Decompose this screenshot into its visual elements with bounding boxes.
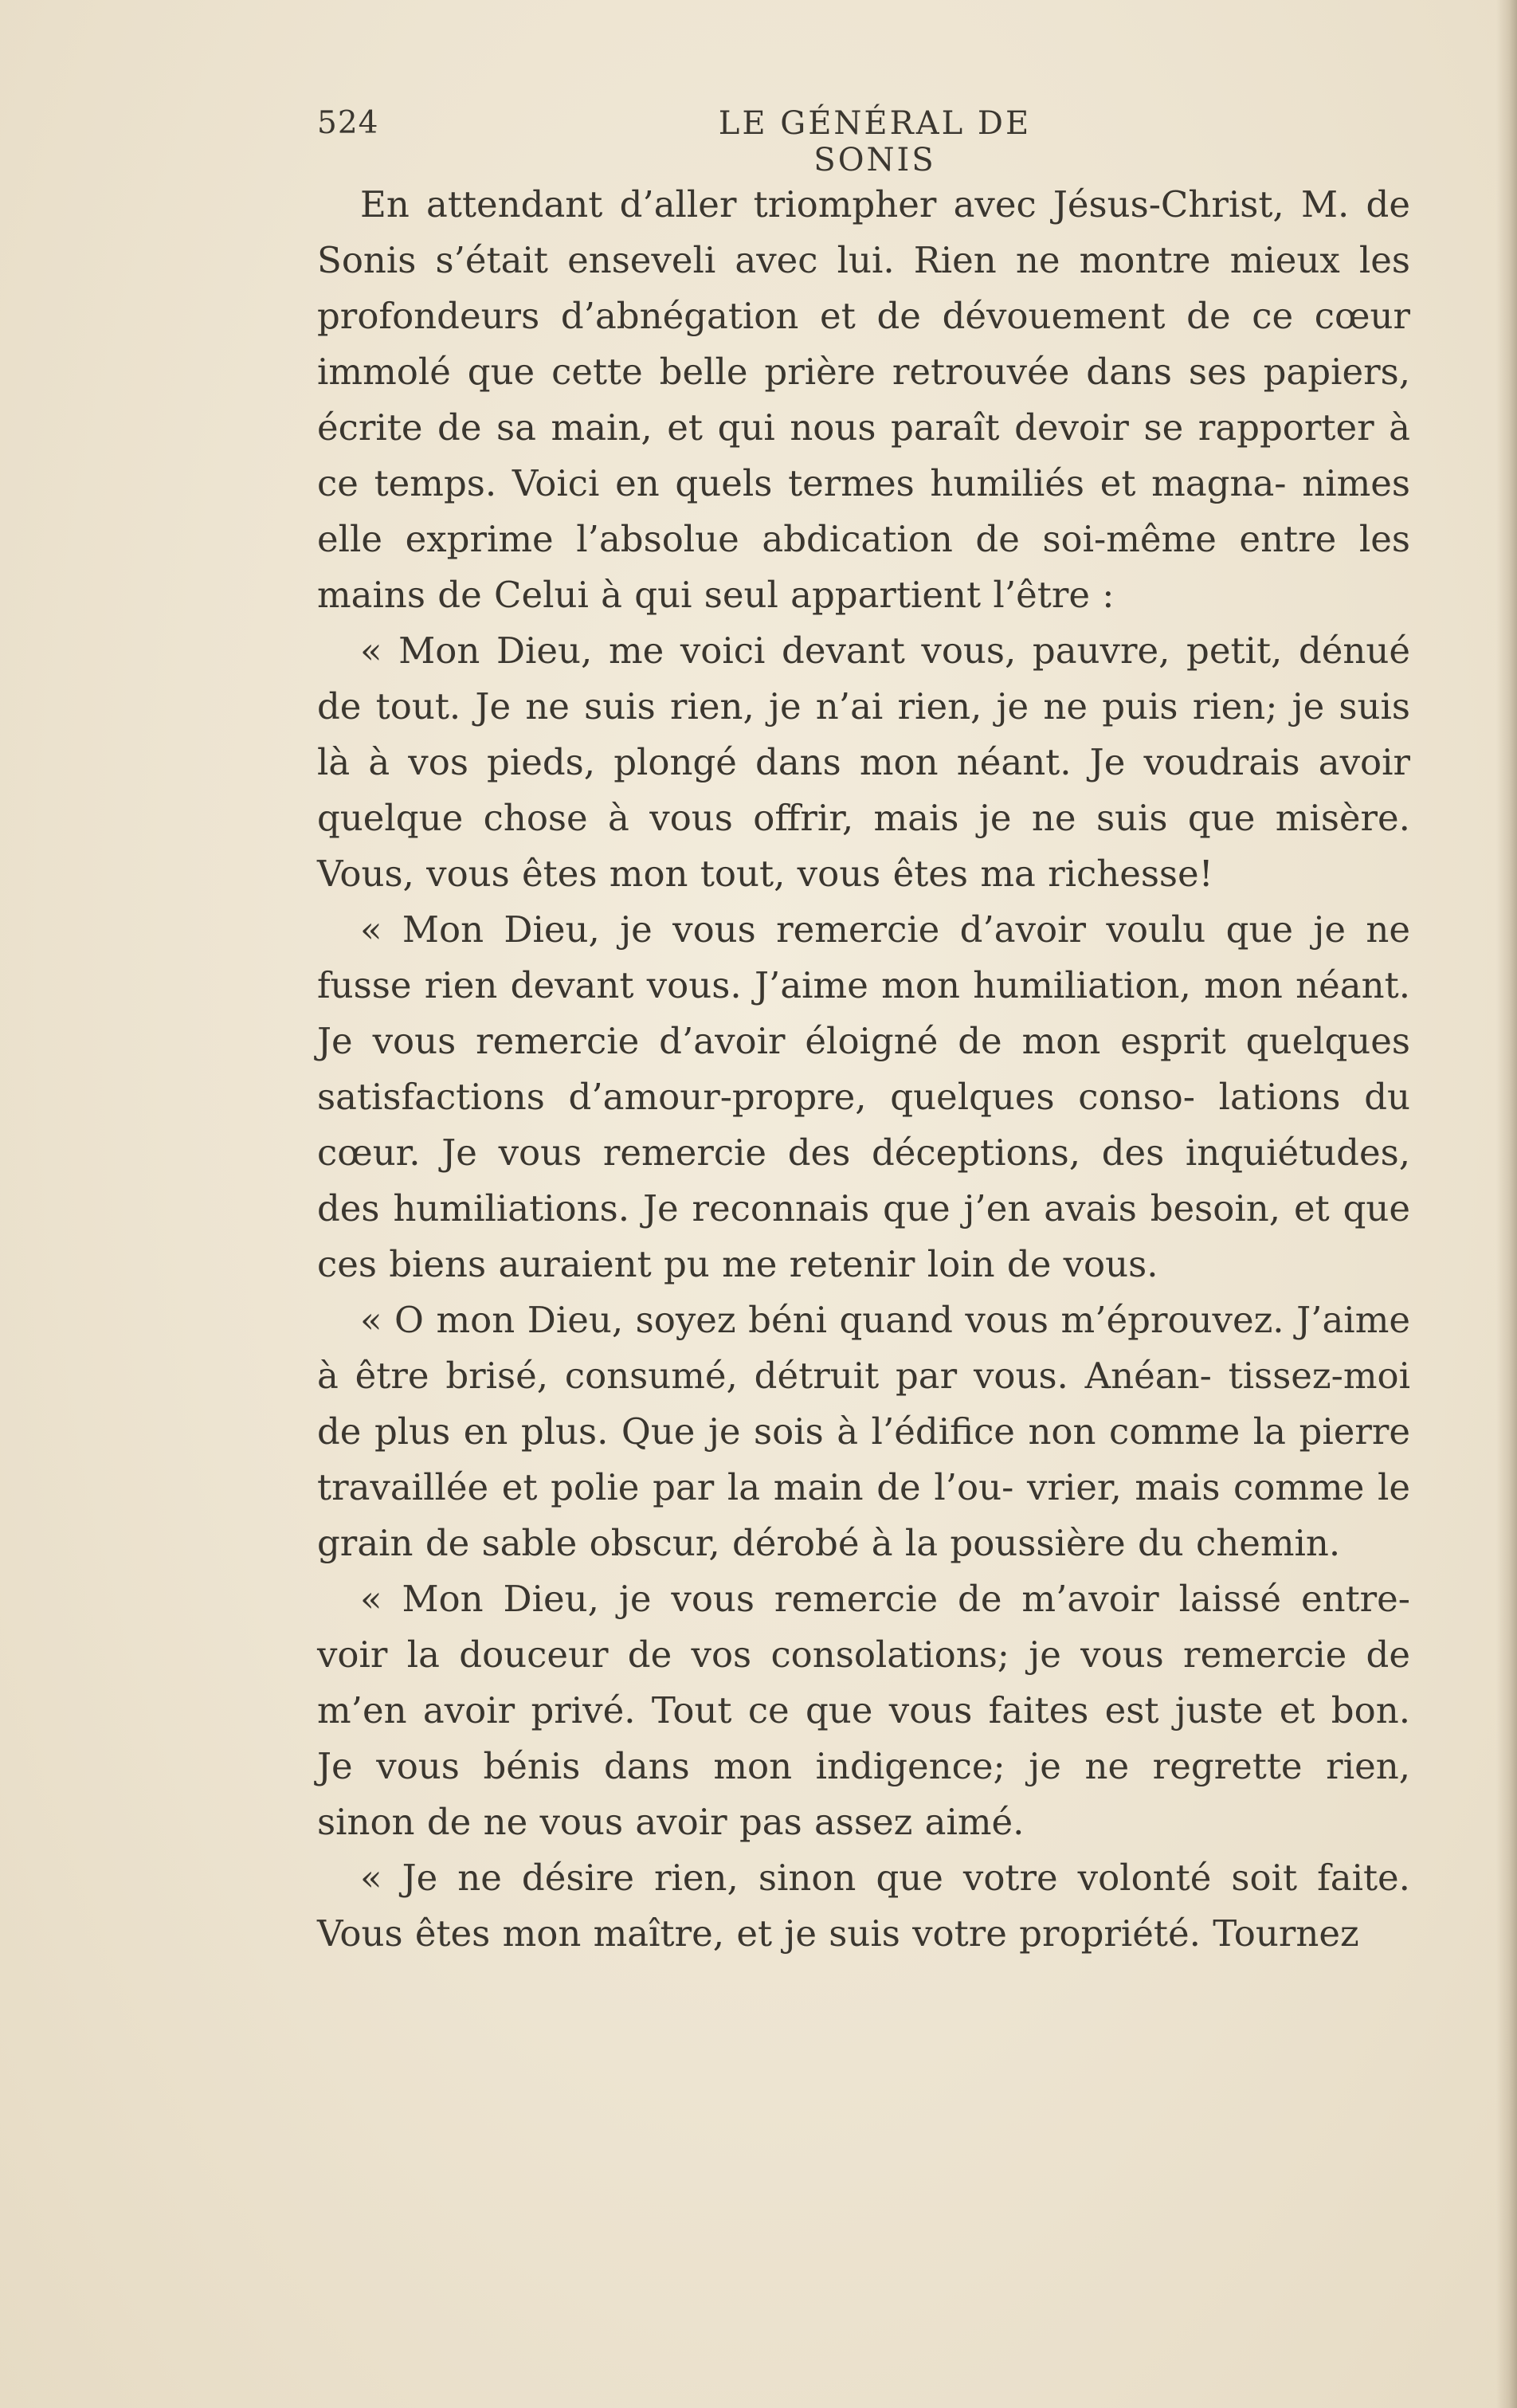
page-edge-shadow (1496, 0, 1517, 2408)
body-text (317, 177, 1410, 1962)
paragraph-intro: En attendant d’aller triompher avec Jésus-Christ, M. de Sonis s’était enseveli avec lui. Rien ne montre mieux les profondeurs d’abnégation et de dévouement de ce cœur immolé que cette belle prière retrouvée dans ses papiers, écrite de sa main, et qui nous paraît devoir se rapporter à ce temps. Voici en quels termes humiliés et magna- nimes elle exprime l’absolue abdication de soi-même entre les mains de Celui à qui seul appartient l’être : (317, 183, 1410, 616)
running-title: LE GÉNÉRAL DE SONIS (718, 105, 1032, 178)
page-number: 524 (317, 105, 379, 141)
paragraph-prayer-5: « Je ne désire rien, sinon que votre volonté soit faite. Vous êtes mon maître, et je suis votre propriété. Tournez (317, 1857, 1410, 1955)
paragraph-prayer-4: « Mon Dieu, je vous remercie de m’avoir laissé entre- voir la douceur de vos consolations; je vous remercie de m’en avoir privé. Tout ce que vous faites est juste et bon. Je vous bénis dans mon indigence; je ne regrette rien, sinon de ne vous avoir pas assez aimé. (317, 1578, 1410, 1843)
paragraph-prayer-3: « O mon Dieu, soyez béni quand vous m’éprouvez. J’aime à être brisé, consumé, détruit par vous. Anéan- tissez-moi de plus en plus. Que je sois à l’édifice non comme la pierre travaillée et polie par la main de l’ou- vrier, mais comme le grain de sable obscur, dérobé à la poussière du chemin. (317, 1299, 1410, 1564)
paragraph-prayer-2: « Mon Dieu, je vous remercie d’avoir voulu que je ne fusse rien devant vous. J’aime mon humiliation, mon néant. Je vous remercie d’avoir éloigné de mon esprit quelques satisfactions d’amour-propre, quelques conso- lations du cœur. Je vous remercie des déceptions, des inquiétudes, des humiliations. Je reconnais que j’en avais besoin, et que ces biens auraient pu me retenir loin de vous. (317, 908, 1410, 1285)
running-header (317, 105, 1412, 178)
paragraph-prayer-1: « Mon Dieu, me voici devant vous, pauvre, petit, dénué de tout. Je ne suis rien, je n’ai rien, je ne puis rien; je suis là à vos pieds, plongé dans mon néant. Je voudrais avoir quelque chose à vous offrir, mais je ne suis que misère. Vous, vous êtes mon tout, vous êtes ma richesse! (317, 629, 1410, 895)
